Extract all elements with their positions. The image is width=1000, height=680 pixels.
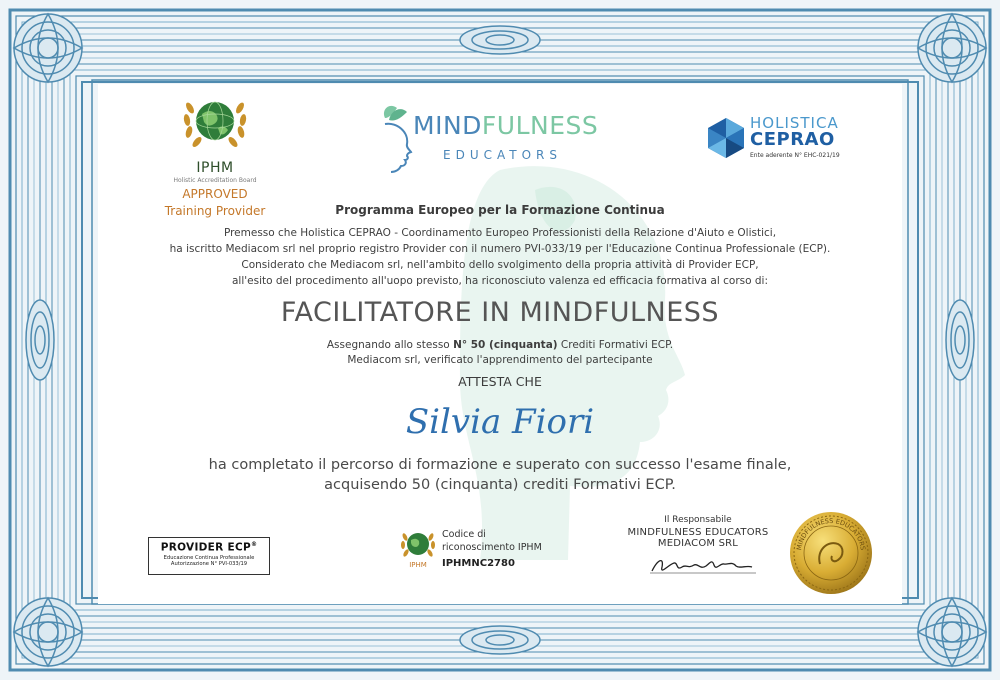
fulness-word-part: FULNESS	[481, 111, 599, 140]
verification-line: Mediacom srl, verificato l'apprendimento del partecipante	[347, 354, 653, 366]
iphm-mini-logo-icon	[398, 525, 438, 561]
premise-line: Considerato che Mediacom srl, nell'ambito dello svolgimento della propria attività di Provider ECP,	[241, 259, 759, 271]
premise-paragraph	[110, 225, 890, 289]
responsible-title: Il Responsabile	[664, 515, 732, 525]
seal-ring-text-path: MINDFULNESS EDUCATORS	[795, 516, 867, 551]
program-heading: Programma Europeo per la Formazione Continua	[335, 203, 665, 217]
provider-ecp-title	[149, 541, 269, 554]
completion-paragraph	[120, 455, 880, 495]
attesta-label: ATTESTA CHE	[458, 374, 542, 389]
premise-line: all'esito del procedimento all'uopo previsto, ha riconosciuto valenza ed efficacia formativa al corso di:	[232, 275, 768, 287]
iphm-recognition-code	[394, 525, 584, 585]
responsible-company: MEDIACOM SRL	[657, 538, 739, 549]
globe-laurel-icon	[180, 88, 250, 154]
iphm-logo	[140, 88, 290, 218]
completion-line: acquisendo 50 (cinquanta) crediti Formativi ECP.	[324, 477, 676, 493]
premise-line: Premesso che Holistica CEPRAO - Coordinamento Europeo Professionisti della Relazione d'Aiuto e Olistici,	[223, 227, 777, 239]
recognition-code-label	[442, 528, 542, 554]
credits-pre: Assegnando allo stesso	[326, 339, 454, 351]
recipient-name: Silvia Fiori	[405, 402, 595, 442]
iphm-approved-text: APPROVED	[182, 187, 248, 201]
credits-paragraph	[200, 338, 800, 368]
educators-subtitle: EDUCATORS	[443, 148, 562, 162]
provider-title-text: PROVIDER ECP	[160, 541, 251, 554]
iphm-training-text: Training Provider	[164, 204, 266, 218]
credits-line	[200, 338, 800, 353]
registered-mark: ®	[250, 541, 258, 548]
mindfulness-wordmark	[413, 111, 598, 140]
iphm-title: IPHM	[196, 160, 234, 176]
provider-ecp-subtitle: Educazione Continua Professionale	[163, 554, 255, 561]
responsible-signature-block	[588, 515, 808, 585]
credits-amount: N° 50 (cinquanta)	[453, 339, 558, 351]
recognition-code-value: IPHMNC2780	[442, 558, 515, 569]
mind-word-part: MIND	[413, 111, 482, 140]
responsible-org-name: MINDFULNESS EDUCATORS	[627, 527, 769, 538]
recognition-label-line: Codice di	[442, 529, 486, 540]
holistica-member-number: Ente aderente N° EHC-021/19	[750, 152, 840, 159]
signature-icon	[648, 553, 758, 577]
iphm-board-text: Holistic Accreditation Board	[173, 177, 257, 184]
crystal-icon	[704, 116, 748, 160]
ceprao-word: CEPRAO	[750, 129, 835, 150]
holistica-word: HOLISTICA	[750, 114, 839, 132]
course-title: FACILITATORE IN MINDFULNESS	[280, 297, 720, 328]
completion-line: ha completato il percorso di formazione e superato con successo l'esame finale,	[208, 457, 792, 473]
gold-seal-icon	[788, 510, 874, 596]
mindfulness-educators-logo	[375, 100, 615, 180]
recognition-label-line: riconoscimento IPHM	[442, 542, 542, 553]
provider-ecp-box	[148, 537, 270, 575]
iphm-mini-label: IPHM	[409, 561, 427, 569]
premise-line: ha iscritto Mediacom srl nel proprio registro Provider con il numero PVI-033/19 per l'Educazione Continua Professionale (ECP).	[169, 243, 831, 255]
credits-post: Crediti Formativi ECP.	[557, 339, 674, 351]
provider-ecp-authorization: Autorizzazione N° PVI-033/19	[170, 560, 248, 567]
profile-leaf-icon	[377, 100, 417, 175]
holistica-ceprao-logo	[704, 112, 864, 172]
